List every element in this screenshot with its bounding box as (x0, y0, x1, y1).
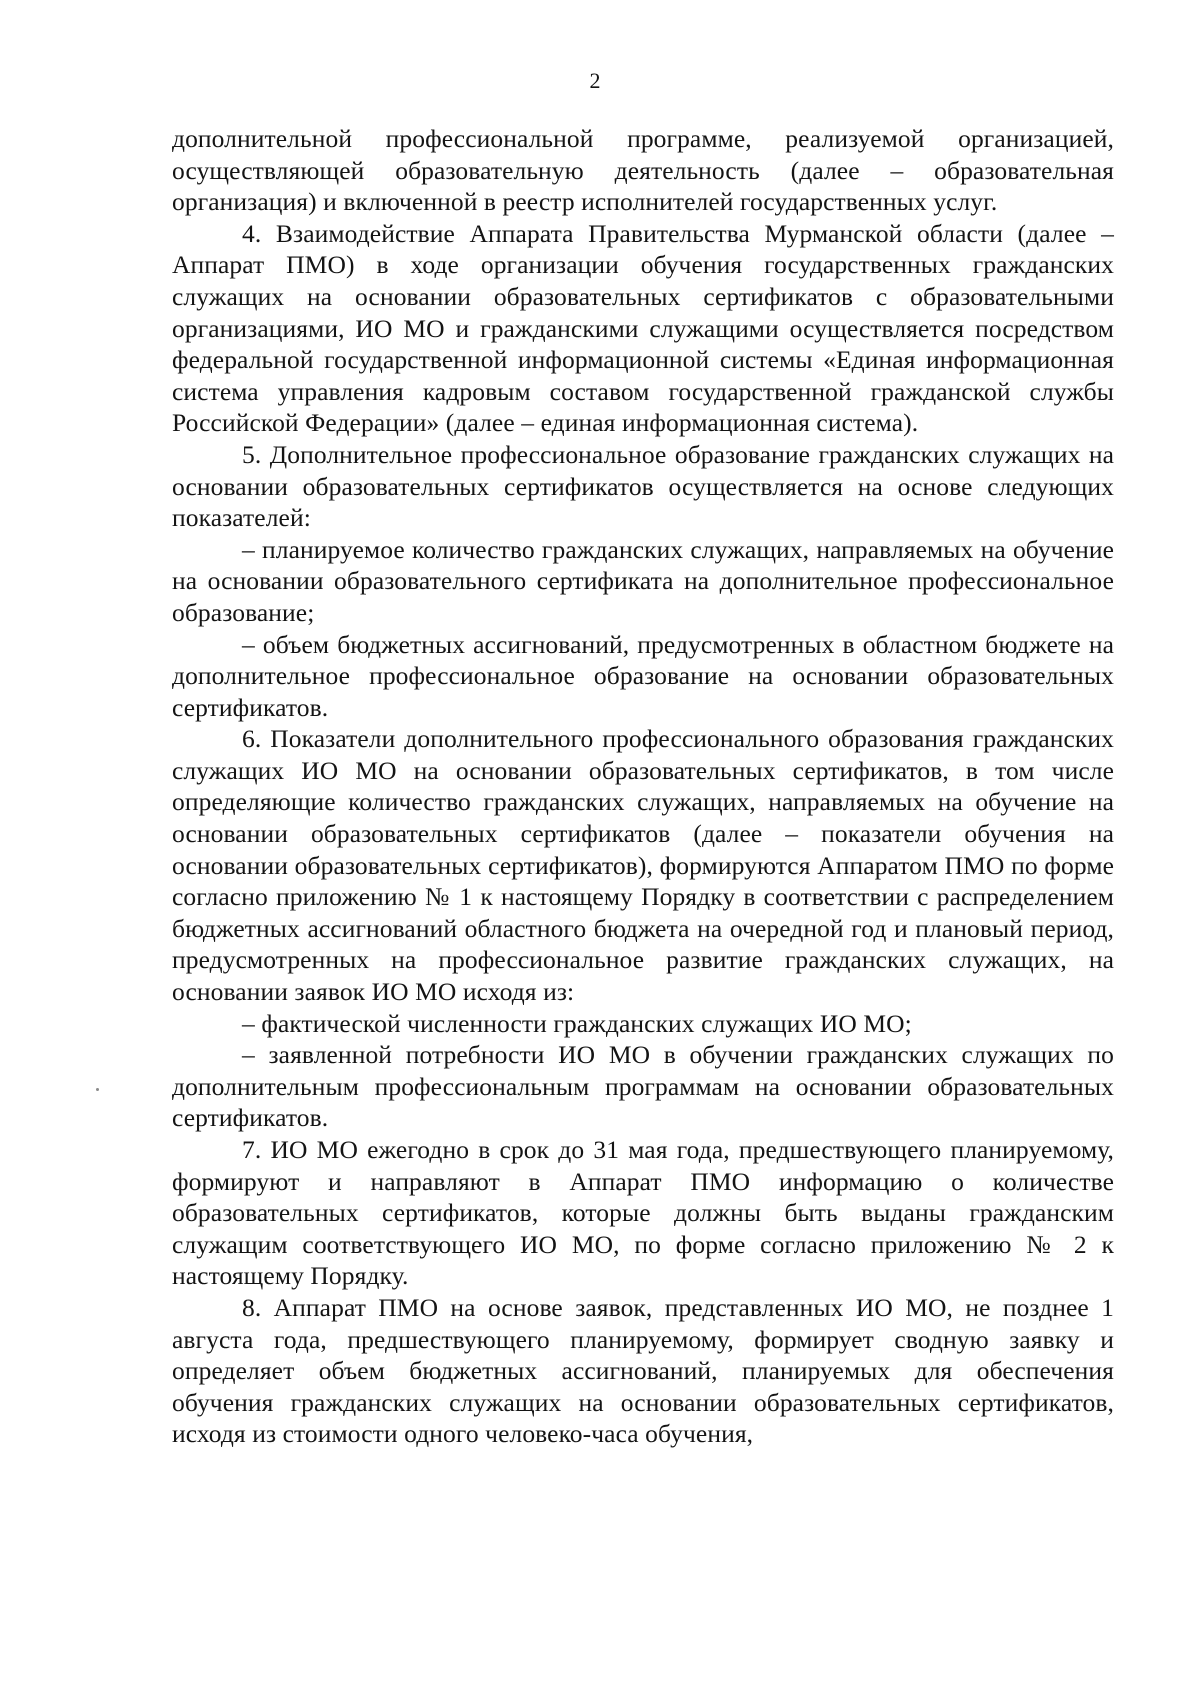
paragraph-item-7: 7. ИО МО ежегодно в срок до 31 мая года, предшествующего планируемому, формируют и направляют в Аппарат ПМО информацию о количестве образовательных сертификатов, которые должны быть выданы гражданским служащим соответствующего ИО МО, по форме согласно приложению № 2 к настоящему Порядку. (172, 1135, 1114, 1291)
list-item-actual-headcount: – фактической численности гражданских служащих ИО МО; (242, 1008, 912, 1038)
list-item-planned-count: – планируемое количество гражданских служащих, направляемых на обучение на основании образовательного сертификата на дополнительное профессиональное образование; (172, 534, 1114, 627)
list-item-declared-need: – заявленной потребности ИО МО в обучении гражданских служащих по дополнительным профессиональным программам на основании образовательных сертификатов. (172, 1040, 1114, 1133)
paragraph-item-5: 5. Дополнительное профессиональное образование гражданских служащих на основании образовательных сертификатов осуществляется на основе следующих показателей: (172, 439, 1114, 533)
list-item-budget-volume: – объем бюджетных ассигнований, предусмотренных в областном бюджете на дополнительное профессиональное образование на основании образовательных сертификатов. (172, 629, 1114, 722)
paragraph-item-4: 4. Взаимодействие Аппарата Правительства Мурманской области (далее – Аппарат ПМО) в ходе организации обучения государственных гражданских служащих на основании образовательных сертификатов с образовательными организациями, ИО МО и гражданскими служащими осуществляется посредством федеральной государственной информационной системы «Единая информационная система управления кадровым составом государственной гражданской службы Российской Федерации» (далее – единая информационная система). (172, 218, 1114, 438)
paragraph-continuation: дополнительной профессиональной программе, реализуемой организацией, осуществляющей образовательную деятельность (далее – образовательная организация) и включенной в реестр исполнителей государственных услуг. (172, 124, 1114, 217)
document-body (172, 123, 1114, 1450)
scan-speck (96, 1088, 99, 1091)
paragraph-item-6: 6. Показатели дополнительного профессионального образования гражданских служащих ИО МО на основании образовательных сертификатов, в том числе определяющие количество гражданских служащих, направляемых на обучение на основании образовательных сертификатов (далее – показатели обучения на основании образовательных сертификатов), формируются Аппаратом ПМО по форме согласно приложению № 1 к настоящему Порядку в соответствии с распределением бюджетных ассигнований областного бюджета на очередной год и плановый период, предусмотренных на профессиональное развитие гражданских служащих, на основании заявок ИО МО исходя из: (172, 724, 1114, 1007)
paragraph-item-8: 8. Аппарат ПМО на основе заявок, представленных ИО МО, не позднее 1 августа года, предшествующего планируемому, формирует сводную заявку и определяет объем бюджетных ассигнований, планируемых для обеспечения обучения гражданских служащих на основании образовательных сертификатов, исходя из стоимости одного человеко-часа обучения, (172, 1292, 1114, 1449)
page-number: 2 (589, 68, 601, 93)
